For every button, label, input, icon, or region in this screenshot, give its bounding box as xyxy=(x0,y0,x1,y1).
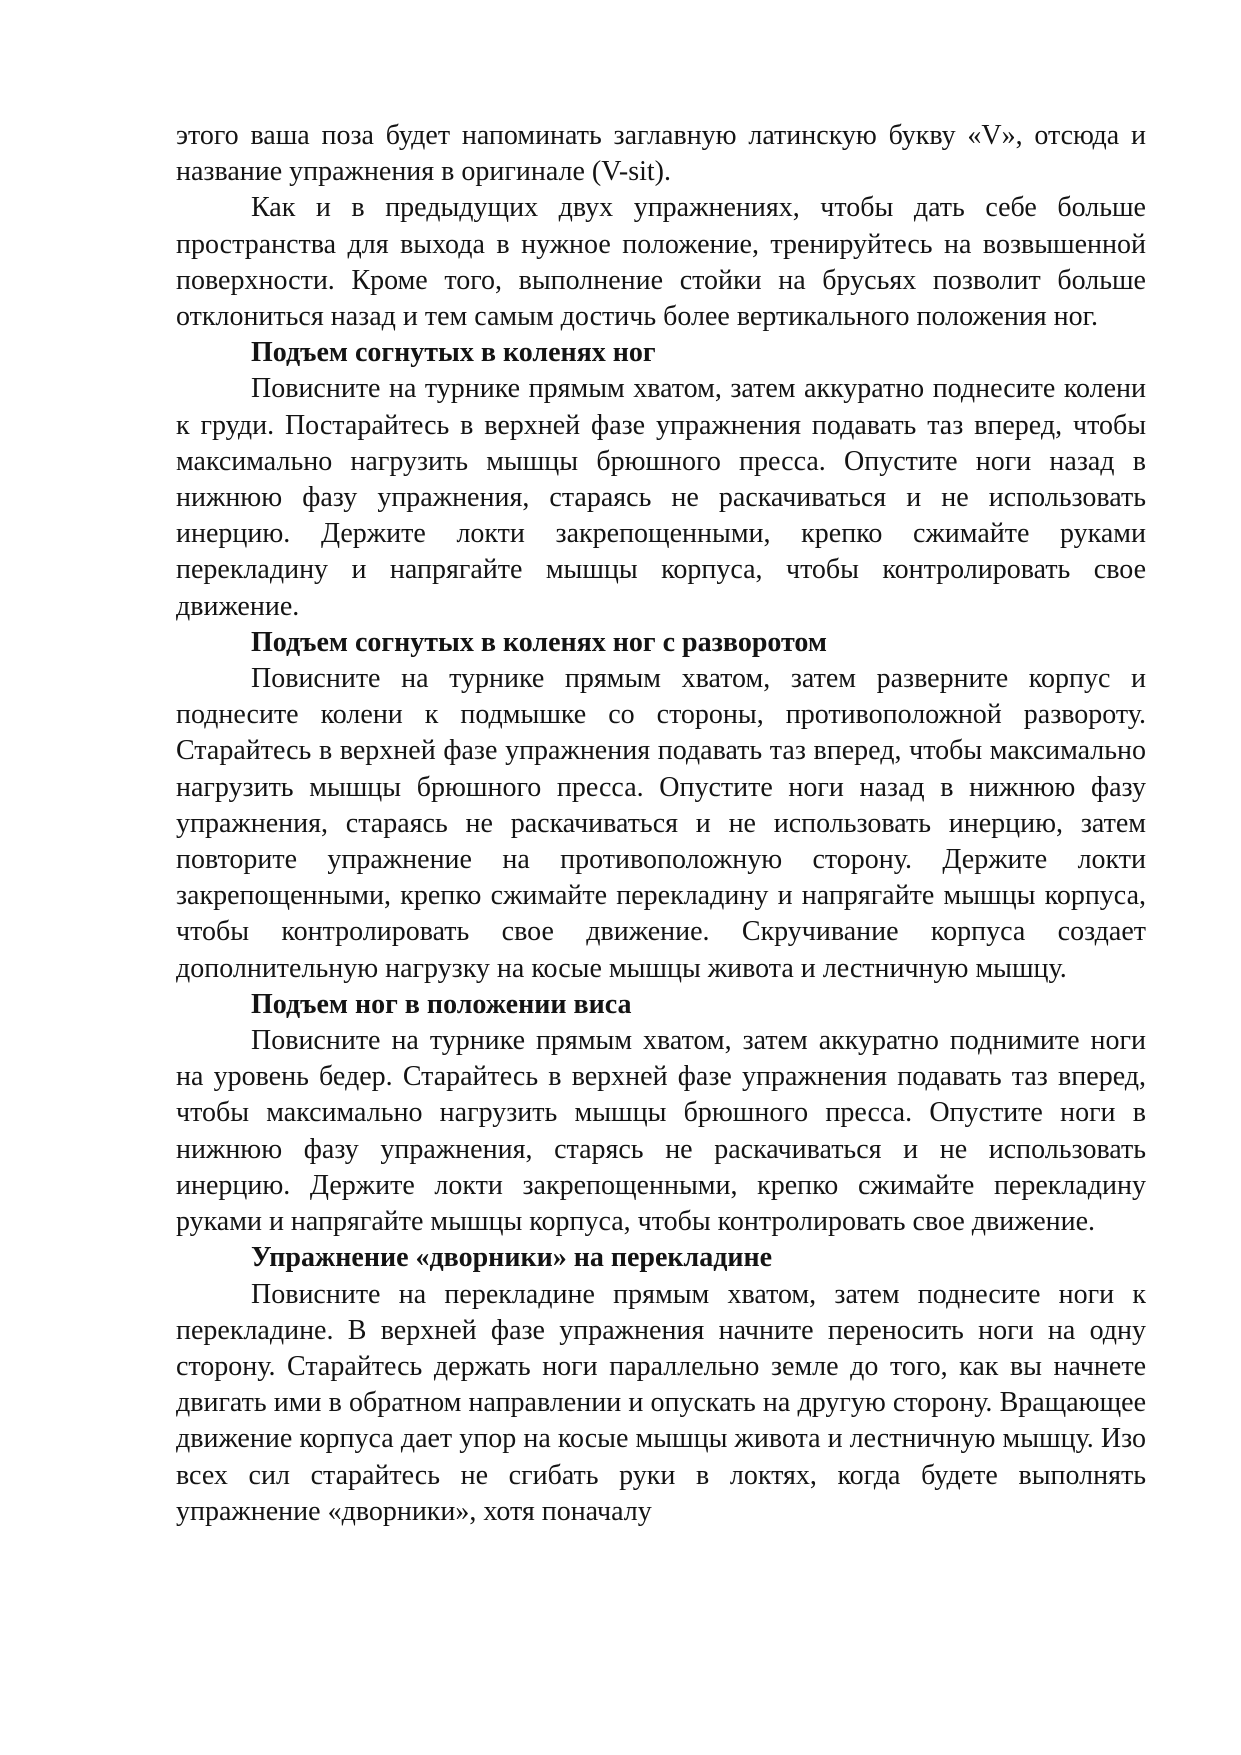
section-heading-bent-knee-raise-twist: Подъем согнутых в коленях ног с разворотом xyxy=(251,626,827,658)
paragraph-hanging-leg-raise: Повисните на турнике прямым хватом, затем аккуратно поднимите ноги на уровень бедер. Старайтесь в верхней фазе упражнения подавать таз вперед, чтобы максимально нагрузить мышцы брюшного пресса. Опустите ноги в нижнюю фазу упражнения, старясь не раскачиваться и не использовать инерцию. Держите локти закрепощенными, крепко сжимайте перекладину руками и напрягайте мышцы корпуса, чтобы контролировать свое движение. xyxy=(176,1025,1146,1238)
section-heading-hanging-leg-raise: Подъем ног в положении виса xyxy=(251,988,632,1020)
paragraph-windshield-wipers: Повисните на перекладине прямым хватом, затем поднесите ноги к перекладине. В верхней фазе упражнения начните переносить ноги на одну сторону. Старайтесь держать ноги параллельно земле до того, как вы начнете двигать ими в обратном направлении и опускать на другую сторону. Вращающее движение корпуса дает упор на косые мышцы живота и лестничную мышцу. Изо всех сил старайтесь не сгибать руки в локтях, когда будете выполнять упражнение «дворники», хотя поначалу xyxy=(176,1278,1146,1527)
section-heading-bent-knee-raise: Подъем согнутых в коленях ног xyxy=(251,337,656,369)
paragraph-bent-knee-raise: Повисните на турнике прямым хватом, затем аккуратно поднесите колени к груди. Постарайтесь в верхней фазе упражнения подавать таз вперед, чтобы максимально нагрузить мышцы брюшного пресса. Опустите ноги назад в нижнюю фазу упражнения, стараясь не раскачиваться и не использовать инерцию. Держите локти закрепощенными, крепко сжимайте руками перекладину и напрягайте мышцы корпуса, чтобы контролировать свое движение. xyxy=(176,373,1146,622)
section-heading-windshield-wipers: Упражнение «дворники» на перекладине xyxy=(251,1242,773,1274)
paragraph-elevated-surface: Как и в предыдущих двух упражнениях, чтобы дать себе больше пространства для выхода в нужное положение, тренируйтесь на возвышенной поверхности. Кроме того, выполнение стойки на брусьях позволит больше отклониться назад и тем самым достичь более вертикального положения ног. xyxy=(176,192,1146,333)
continuation-paragraph: этого ваша поза будет напоминать заглавную латинскую букву «V», отсюда и название упражнения в оригинале (V-sit). xyxy=(176,120,1146,188)
document-page xyxy=(176,118,1146,1530)
paragraph-bent-knee-raise-twist: Повисните на турнике прямым хватом, затем разверните корпус и поднесите колени к подмышке со стороны, противоположной развороту. Старайтесь в верхней фазе упражнения подавать таз вперед, чтобы максимально нагрузить мышцы брюшного пресса. Опустите ноги назад в нижнюю фазу упражнения, стараясь не раскачиваться и не использовать инерцию, затем повторите упражнение на противоположную сторону. Держите локти закрепощенными, крепко сжимайте перекладину и напрягайте мышцы корпуса, чтобы контролировать свое движение. Скручивание корпуса создает дополнительную нагрузку на косые мышцы живота и лестничную мышцу. xyxy=(176,663,1146,984)
